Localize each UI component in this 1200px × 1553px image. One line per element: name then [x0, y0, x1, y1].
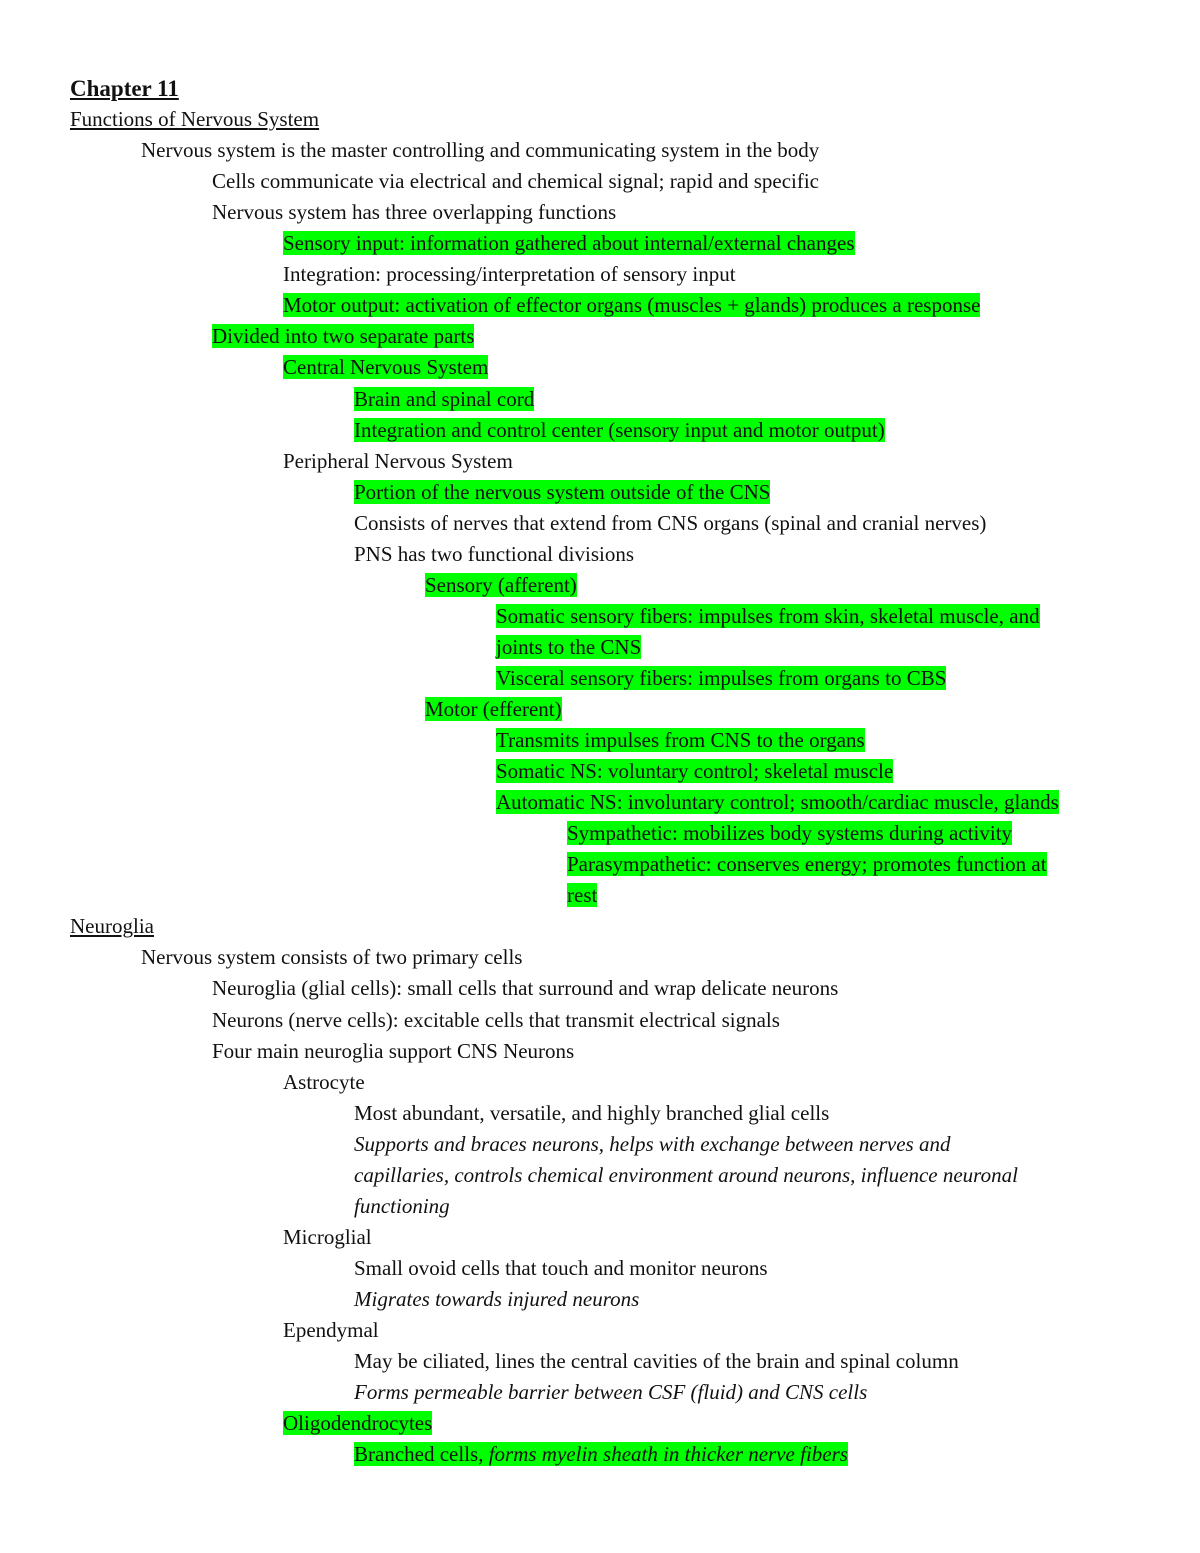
text-segment: Portion of the nervous system outside of the CNS — [354, 479, 771, 504]
text-segment: Divided into two separate parts — [212, 324, 475, 349]
text-segment: Nervous system has three overlapping functions — [212, 200, 617, 225]
text-segment: Functions of Nervous System — [70, 107, 320, 132]
outline-line — [212, 200, 616, 225]
text-segment: Branched cells, — [354, 1442, 489, 1467]
outline-line — [354, 1163, 1018, 1188]
outline-line — [283, 449, 513, 474]
outline-line — [283, 1225, 372, 1250]
text-segment: Neurons (nerve cells): excitable cells that transmit electrical signals — [212, 1007, 780, 1032]
outline-line — [283, 293, 980, 318]
text-segment: forms myelin sheath in thicker nerve fibers — [488, 1442, 848, 1467]
text-segment: Migrates towards injured neurons — [354, 1286, 640, 1311]
page-title — [70, 76, 179, 102]
outline-line — [354, 542, 634, 567]
outline-line — [567, 852, 1047, 877]
outline-line — [354, 1380, 867, 1405]
outline-line — [354, 1256, 768, 1281]
text-segment: Integration: processing/interpretation of sensory input — [283, 262, 736, 287]
text-segment: Oligodendrocytes — [283, 1411, 433, 1436]
text-segment: capillaries, controls chemical environment around neurons, influence neuronal — [354, 1162, 1018, 1187]
outline-line — [141, 945, 522, 970]
text-segment: Chapter 11 — [70, 76, 179, 101]
text-segment: Forms permeable barrier between CSF (fluid) and CNS cells — [354, 1380, 868, 1405]
text-segment: Central Nervous System — [283, 355, 489, 380]
outline-line — [354, 1287, 639, 1312]
outline-line — [496, 728, 865, 753]
text-segment: functioning — [354, 1193, 450, 1218]
outline-line — [354, 387, 534, 412]
text-segment: Transmits impulses from CNS to the organs — [496, 728, 865, 753]
outline-line — [70, 107, 319, 132]
outline-line — [283, 1318, 379, 1343]
text-segment: Parasympathetic: conserves energy; promotes function at — [567, 852, 1047, 877]
text-segment: Automatic NS: involuntary control; smooth/cardiac muscle, glands — [496, 790, 1059, 815]
text-segment: joints to the CNS — [496, 634, 642, 659]
outline-line — [212, 1008, 780, 1033]
text-segment: Peripheral Nervous System — [283, 448, 513, 473]
text-segment: Sensory input: information gathered about internal/external changes — [283, 231, 855, 256]
outline-line — [496, 666, 946, 691]
outline-line — [354, 1101, 829, 1126]
text-segment: Microglial — [283, 1224, 372, 1249]
outline-line — [283, 262, 736, 287]
text-segment: Four main neuroglia support CNS Neurons — [212, 1038, 575, 1063]
text-segment: Most abundant, versatile, and highly branched glial cells — [354, 1100, 830, 1125]
outline-line — [354, 1194, 450, 1219]
outline-line — [283, 231, 855, 256]
outline-line — [354, 1132, 950, 1157]
outline-line — [212, 976, 838, 1001]
outline-line — [496, 790, 1059, 815]
outline-line — [496, 635, 641, 660]
outline-line — [496, 604, 1040, 629]
text-segment: Integration and control center (sensory input and motor output) — [354, 417, 885, 442]
text-segment: Visceral sensory fibers: impulses from organs to CBS — [496, 665, 947, 690]
outline-line — [567, 883, 597, 908]
outline-line — [212, 169, 819, 194]
outline-line — [212, 1039, 574, 1064]
text-segment: Small ovoid cells that touch and monitor neurons — [354, 1255, 768, 1280]
text-segment: Neuroglia (glial cells): small cells that surround and wrap delicate neurons — [212, 976, 839, 1001]
outline-line — [283, 1411, 432, 1436]
text-segment: Sensory (afferent) — [425, 572, 577, 597]
outline-line — [567, 821, 1012, 846]
text-segment: Somatic NS: voluntary control; skeletal muscle — [496, 759, 894, 784]
text-segment: Astrocyte — [283, 1069, 365, 1094]
text-segment: Sympathetic: mobilizes body systems during activity — [567, 821, 1013, 846]
outline-line — [354, 418, 885, 443]
outline-line — [354, 480, 770, 505]
text-segment: PNS has two functional divisions — [354, 541, 635, 566]
text-segment: Somatic sensory fibers: impulses from skin, skeletal muscle, and — [496, 603, 1040, 628]
text-segment: Ependymal — [283, 1318, 379, 1342]
text-segment: Motor (efferent) — [425, 697, 562, 721]
text-segment: Motor output: activation of effector organs (muscles + glands) produces a response — [283, 293, 981, 318]
text-segment: Nervous system consists of two primary cells — [141, 945, 523, 970]
outline-line — [354, 511, 986, 536]
outline-line — [354, 1349, 959, 1374]
text-segment: Brain and spinal cord — [354, 386, 535, 411]
text-segment: Neuroglia — [70, 914, 154, 939]
outline-line — [212, 324, 474, 349]
text-segment: rest — [567, 883, 598, 908]
text-segment: Cells communicate via electrical and chemical signal; rapid and specific — [212, 169, 820, 194]
text-segment: Supports and braces neurons, helps with exchange between nerves and — [354, 1131, 951, 1156]
outline-line — [283, 1070, 365, 1095]
outline-line — [354, 1442, 848, 1467]
outline-line — [425, 697, 562, 722]
outline-line — [283, 355, 488, 380]
outline-line — [141, 138, 819, 163]
text-segment: Consists of nerves that extend from CNS organs (spinal and cranial nerves) — [354, 510, 987, 535]
outline-line — [70, 914, 154, 939]
outline-line — [425, 573, 577, 598]
outline-line — [496, 759, 893, 784]
text-segment: May be ciliated, lines the central cavities of the brain and spinal column — [354, 1349, 959, 1374]
text-segment: Nervous system is the master controlling and communicating system in the body — [141, 138, 820, 163]
